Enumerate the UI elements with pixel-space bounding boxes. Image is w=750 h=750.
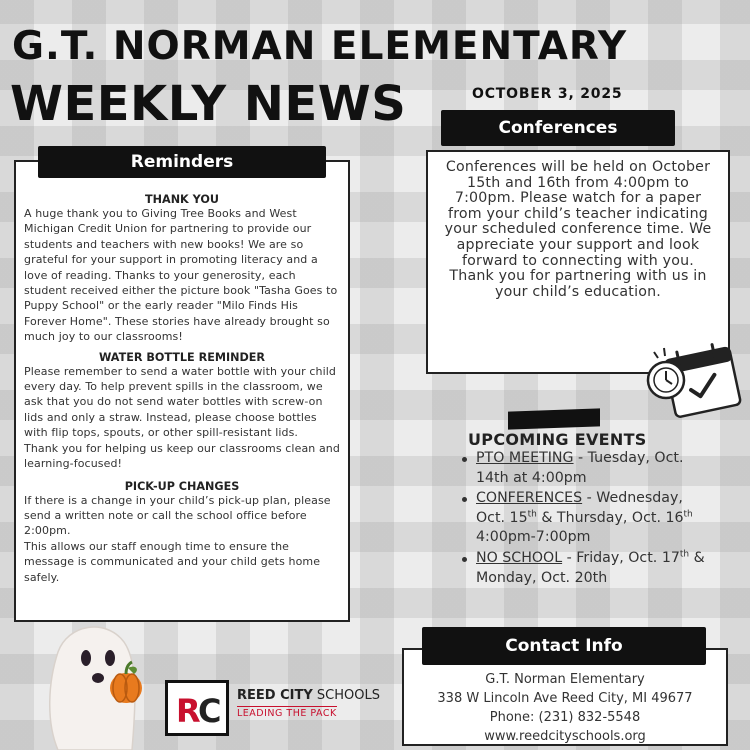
events-list (460, 449, 710, 589)
section-heading-thank-you: THANK YOU (145, 193, 219, 206)
events-marker-bar (508, 408, 600, 429)
contact-website[interactable]: www.reedcityschools.org (484, 729, 646, 744)
logo-name-bold: REED CITY (237, 688, 313, 703)
ordinal-suffix: th (679, 549, 690, 560)
event-detail: & Monday, Oct. 20th (476, 549, 705, 586)
logo-letter-r: R (176, 692, 201, 730)
section-heading-water-bottle: WATER BOTTLE REMINDER (98, 350, 266, 364)
event-key: NO SCHOOL (476, 549, 563, 566)
calendar-clock-icon (640, 340, 744, 428)
logo-tagline: LEADING THE PACK (237, 708, 337, 719)
logo-name (237, 688, 380, 703)
section-body-water-bottle (24, 364, 340, 472)
event-detail: - Friday, Oct. 17 (562, 549, 680, 566)
issue-date: OCTOBER 3, 2025 (472, 86, 623, 102)
event-item-no-school (460, 549, 710, 588)
event-detail: - Wednesday, Oct. 15 (476, 490, 683, 526)
paragraph: This allows our staff enough time to ensure the message is communicated and your child gets home safely. (24, 539, 321, 584)
district-logo (165, 680, 395, 736)
logo-name-rest: SCHOOLS (312, 688, 380, 703)
paragraph: Thank you for helping us keep our classrooms clean and learning-focused! (24, 441, 340, 471)
section-heading-pick-up: PICK-UP CHANGES (124, 479, 240, 493)
school-name: G.T. NORMAN ELEMENTARY (12, 24, 628, 69)
newsletter-title: WEEKLY NEWS (10, 76, 407, 132)
contact-label: Contact Info (422, 627, 706, 665)
logo-mark (165, 680, 229, 736)
conferences-text: Conferences will be held on October 15th and 16th from 4:00pm to 7:00pm. Please watch for a paper from your child’s teacher indicating your scheduled conference time. We appreciate your support and look forward to connecting with you. Thank you for partnering with us in your child’s education. (444, 159, 712, 300)
section-body-pick-up (24, 493, 340, 585)
events-heading: UPCOMING EVENTS (468, 430, 647, 449)
reminders-panel (14, 160, 350, 622)
section-body-thank-you (24, 206, 340, 345)
contact-phone: Phone: (231) 832-5548 (489, 710, 641, 725)
event-detail: & Thursday, Oct. 16 (536, 509, 684, 526)
paragraph: If there is a change in your child’s pick-up plan, please send a written note or call the school office before 2:00pm. (24, 493, 331, 538)
contact-school-name: G.T. Norman Elementary (485, 672, 645, 687)
ordinal-suffix: th (527, 509, 537, 520)
ordinal-suffix: th (683, 509, 693, 520)
paragraph: Please remember to send a water bottle with your child every day. To help prevent spills in the classroom, we ask that you do not send water bottles with screw-on lids and only a straw. Instead, please choose bottles with flip tops, spouts, or other spill-resistant lids. (24, 364, 337, 440)
event-detail: 4:00pm-7:00pm (476, 529, 591, 546)
paragraph: A huge thank you to Giving Tree Books and West Michigan Credit Union for partnering to provide our students and teachers with new books! We are so grateful for your support in promoting literacy and a love of reading. Thanks to your generosity, each student received either the picture book "Tasha Goes to Puppy School" or the early reader "Milo Finds His Forever Home". These stories have already brought so much joy to our classrooms! (24, 207, 338, 344)
event-key: CONFERENCES (476, 490, 583, 507)
contact-address: 338 W Lincoln Ave Reed City, MI 49677 (437, 691, 693, 706)
event-key: PTO MEETING (476, 450, 574, 466)
logo-letter-c: C (198, 692, 222, 730)
event-detail: - Tuesday, Oct. 14th at 4:00pm (476, 450, 684, 486)
conferences-label: Conferences (441, 110, 675, 146)
event-item-pto (460, 449, 710, 488)
event-item-conferences (460, 489, 710, 548)
reminders-label: Reminders (38, 146, 326, 178)
ghost-pumpkin-icon (28, 612, 148, 750)
